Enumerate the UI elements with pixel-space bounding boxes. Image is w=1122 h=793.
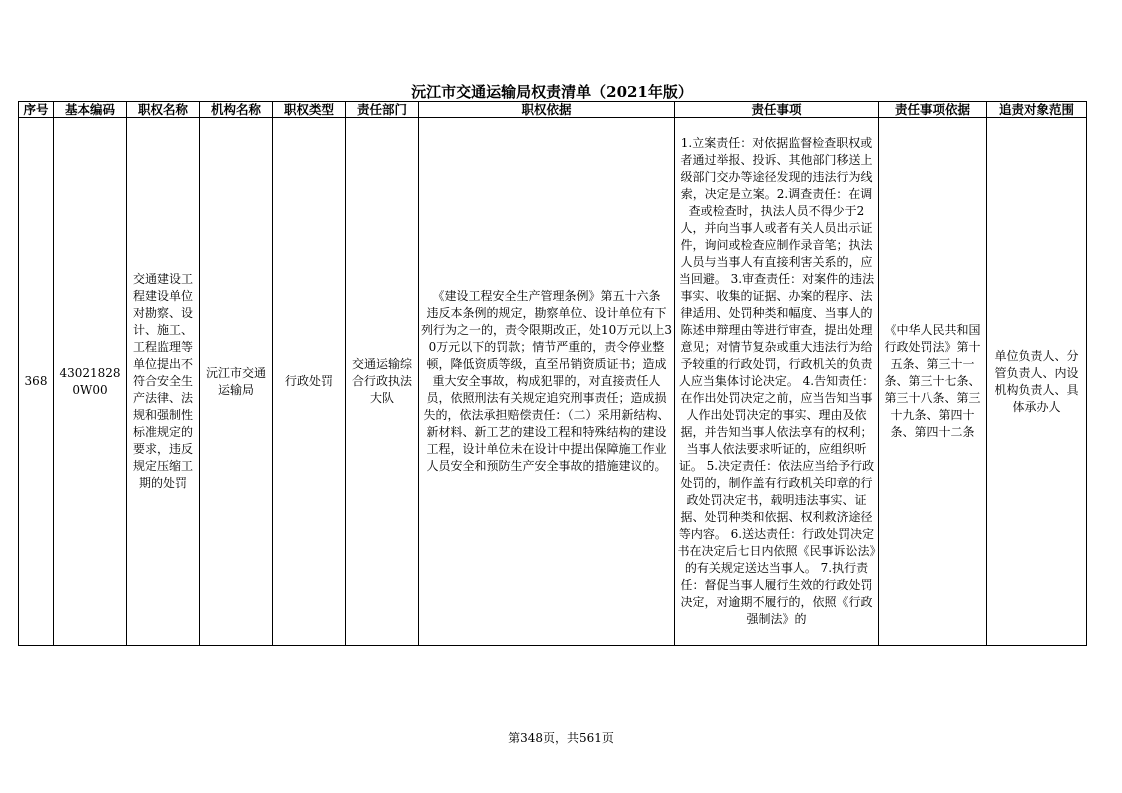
cell-seq: 368 — [19, 118, 54, 646]
cell-org: 沅江市交通运输局 — [200, 118, 273, 646]
page-title: 沅江市交通运输局权责清单（2021年版） — [411, 83, 693, 101]
header-type: 职权类型 — [273, 102, 346, 118]
header-scope: 追责对象范围 — [987, 102, 1087, 118]
header-basis: 职权依据 — [419, 102, 675, 118]
header-code: 基本编码 — [54, 102, 127, 118]
cell-basis: 《建设工程安全生产管理条例》第五十六条 违反本条例的规定，勘察单位、设计单位有下列行为之一的，责令限期改正，处10万元以上30万元以下的罚款；情节严重的，责令停业整顿，降低资质等级，直至吊销资质证书；造成重大安全事故，构成犯罪的，对直接责任人员，依照刑法有关规定追究刑事责任；造成损失的，依法承担赔偿责任：（二）采用新结构、新材料、新工艺的建设工程和特殊结构的建设工程，设计单位未在设计中提出保障施工作业人员安全和预防生产安全事故的措施建议的。 — [419, 118, 675, 646]
cell-duty: 1.立案责任：对依据监督检查职权或者通过举报、投诉、其他部门移送上级部门交办等途径发现的违法行为线索，决定是立案。2.调查责任：在调查或检查时，执法人员不得少于2人，并向当事人或者有关人员出示证件，询问或检查应制作录音笔；执法人员与当事人有直接利害关系的，应当回避。 3.审查责任：对案件的违法事实、收集的证据、办案的程序、法律适用、处罚种类和幅度、当事人的陈述申辩理由等进行审查，提出处理意见；对情节复杂或重大违法行为给予较重的行政处罚，行政机关的负责人应当集体讨论决定。 4.告知责任：在作出处罚决定之前，应当告知当事人作出处罚决定的事实、理由及依据，并告知当事人依法享有的权利；当事人依法要求听证的，应组织听证。 5.决定责任：依法应当给予行政处罚的，制作盖有行政机关印章的行政处罚决定书，载明违法事实、证据、处罚种类和依据、权利救济途径等内容。 6.送达责任：行政处罚决定书在决定后七日内依照《民事诉讼法》的有关规定送达当事人。 7.执行责任：督促当事人履行生效的行政处罚决定，对逾期不履行的，依照《行政强制法》的 — [675, 118, 879, 646]
cell-type: 行政处罚 — [273, 118, 346, 646]
cell-duty-basis: 《中华人民共和国行政处罚法》第十五条、第三十一条、第三十七条、第三十八条、第三十九条、第四十条、第四十二条 — [879, 118, 987, 646]
table-header-row — [19, 102, 1087, 118]
cell-scope: 单位负责人、分管负责人、内设机构负责人、具体承办人 — [987, 118, 1087, 646]
header-name: 职权名称 — [127, 102, 200, 118]
header-seq: 序号 — [19, 102, 54, 118]
cell-name: 交通建设工程建设单位对勘察、设计、施工、工程监理等单位提出不符合安全生产法律、法规和强制性标准规定的要求，违反规定压缩工期的处罚 — [127, 118, 200, 646]
page-number: 第348页，共561页 — [508, 731, 614, 745]
cell-code: 430218280W00 — [54, 118, 127, 646]
responsibility-table — [18, 101, 1087, 646]
header-dept: 责任部门 — [346, 102, 419, 118]
table-row — [19, 118, 1087, 646]
header-duty-basis: 责任事项依据 — [879, 102, 987, 118]
header-org: 机构名称 — [200, 102, 273, 118]
cell-dept: 交通运输综合行政执法大队 — [346, 118, 419, 646]
header-duty: 责任事项 — [675, 102, 879, 118]
